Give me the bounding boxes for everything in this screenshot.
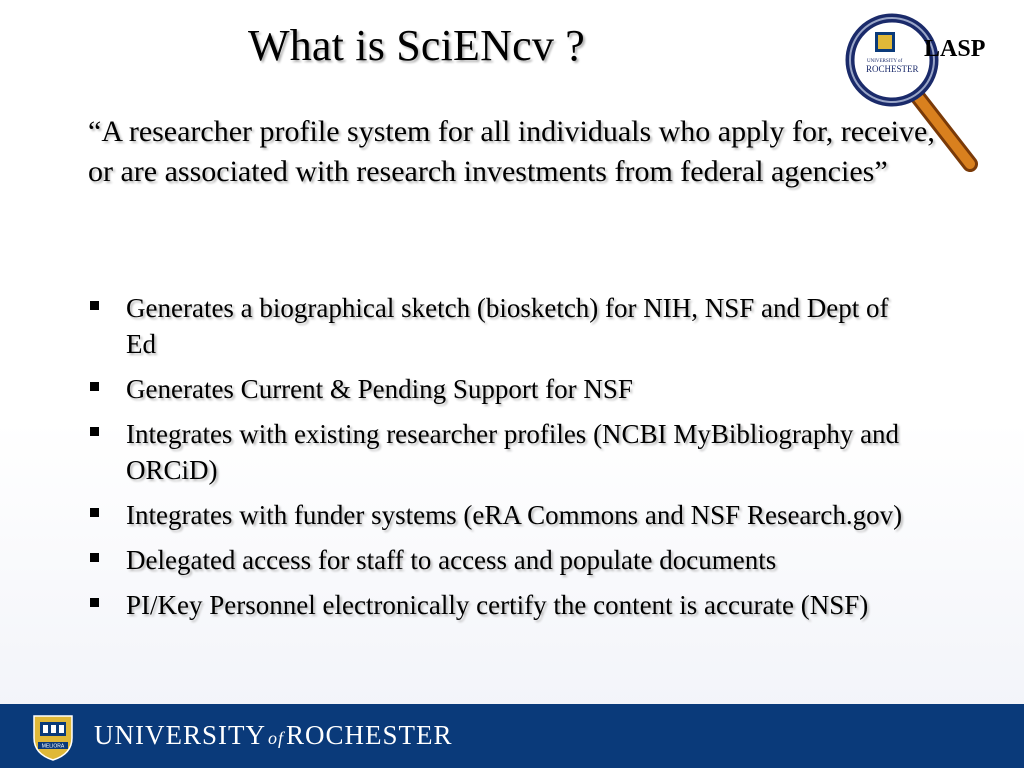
bullet-list <box>88 290 918 632</box>
lasp-text: LASP <box>924 36 986 62</box>
seal-text: MELIORA <box>41 743 65 750</box>
list-item: Generates Current & Pending Support for NSF <box>88 371 918 407</box>
university-seal-icon <box>28 712 78 762</box>
bullet-square-icon <box>90 598 99 607</box>
university-name: UNIVERSITY ofROCHESTER <box>94 720 453 750</box>
bullet-square-icon <box>90 382 99 391</box>
list-item: Generates a biographical sketch (biosketch) for NIH, NSF and Dept of Ed <box>88 290 918 362</box>
footer-bar <box>0 704 1024 768</box>
lens-text-1: UNIVERSITY of <box>867 59 903 64</box>
slide-title: What is SciENcv ? <box>248 21 585 70</box>
list-item: Delegated access for staff to access and populate documents <box>88 542 918 578</box>
bullet-square-icon <box>90 508 99 517</box>
lens-text-2: ROCHESTER <box>866 64 919 74</box>
quote-text: “A researcher profile system for all individuals who apply for, receive, or are associated with research investments from federal agencies” <box>88 115 935 188</box>
bullet-square-icon <box>90 427 99 436</box>
list-item: PI/Key Personnel electronically certify the content is accurate (NSF) <box>88 587 918 623</box>
bullet-square-icon <box>90 553 99 562</box>
bullet-square-icon <box>90 301 99 310</box>
list-item: Integrates with funder systems (eRA Commons and NSF Research.gov) <box>88 497 918 533</box>
list-item: Integrates with existing researcher profiles (NCBI MyBibliography and ORCiD) <box>88 416 918 488</box>
lasp-logo <box>842 4 1012 174</box>
